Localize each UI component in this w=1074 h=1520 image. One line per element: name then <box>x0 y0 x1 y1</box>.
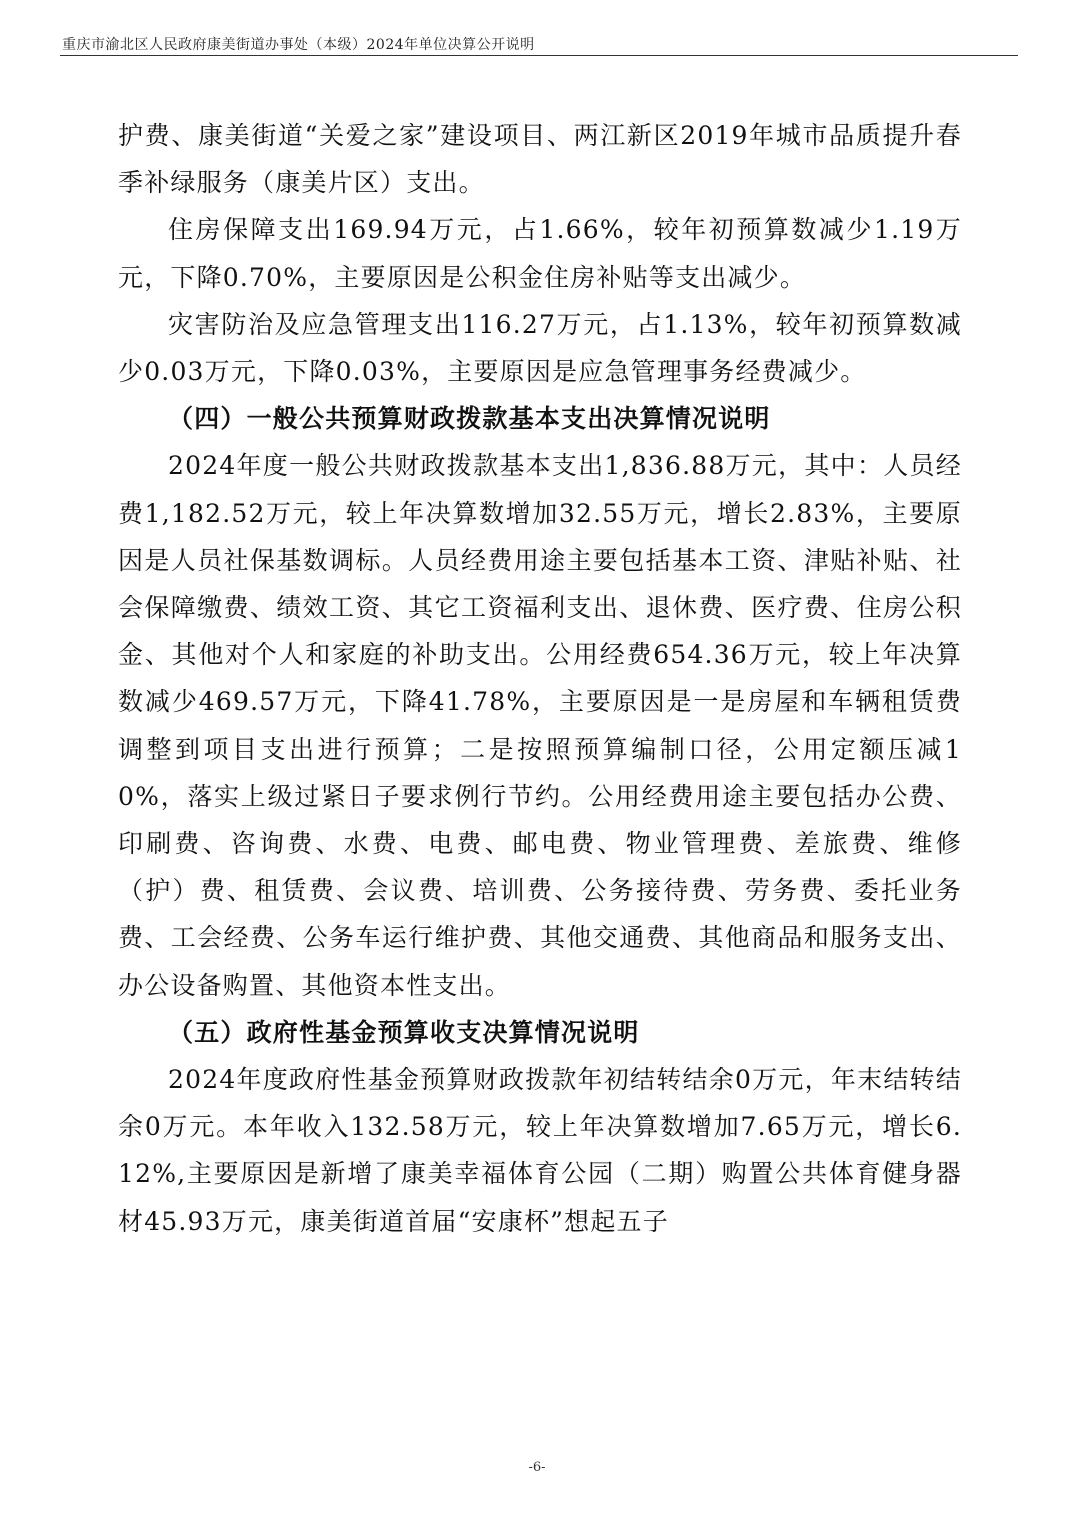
paragraph-basic-expenditure: 2024年度一般公共财政拨款基本支出1,836.88万元，其中：人员经费1,182.52万元，较上年决算数增加32.55万元，增长2.83%，主要原因是人员社保基数调标。人员经费用途主要包括基本工资、津贴补贴、社会保障缴费、绩效工资、其它工资福利支出、退休费、医疗费、住房公积金、其他对个人和家庭的补助支出。公用经费654.36万元，较上年决算数减少469.57万元，下降41.78%，主要原因是一是房屋和车辆租赁费调整到项目支出进行预算；二是按照预算编制口径，公用定额压减10%，落实上级过紧日子要求例行节约。公用经费用途主要包括办公费、印刷费、咨询费、水费、电费、邮电费、物业管理费、差旅费、维修（护）费、租赁费、会议费、培训费、公务接待费、劳务费、委托业务费、工会经费、公务车运行维护费、其他交通费、其他商品和服务支出、办公设备购置、其他资本性支出。 <box>118 451 962 1000</box>
paragraph-housing-expenditure: 住房保障支出169.94万元，占1.66%，较年初预算数减少1.19万元，下降0.70%，主要原因是公积金住房补贴等支出减少。 <box>118 215 962 292</box>
header-divider <box>60 55 1018 56</box>
page-header-title: 重庆市渝北区人民政府康美街道办事处（本级）2024年单位决算公开说明 <box>62 37 535 53</box>
paragraph-continuation: 护费、康美街道“关爱之家”建设项目、两江新区2019年城市品质提升春季补绿服务（康美片区）支出。 <box>118 121 962 198</box>
section-heading-4: （四）一般公共预算财政拨款基本支出决算情况说明 <box>168 404 771 434</box>
section-heading-5: （五）政府性基金预算收支决算情况说明 <box>168 1017 640 1047</box>
page-number: -6- <box>528 1460 546 1475</box>
paragraph-disaster-expenditure: 灾害防治及应急管理支出116.27万元，占1.13%，较年初预算数减少0.03万元，下降0.03%，主要原因是应急管理事务经费减少。 <box>118 309 962 387</box>
document-body <box>118 112 962 1245</box>
paragraph-government-fund: 2024年度政府性基金预算财政拨款年初结转结余0万元，年末结转结余0万元。本年收入132.58万元，较上年决算数增加7.65万元，增长6.12%,主要原因是新增了康美幸福体育公园（二期）购置公共体育健身器材45.93万元，康美街道首届“安康杯”想起五子 <box>118 1065 962 1236</box>
